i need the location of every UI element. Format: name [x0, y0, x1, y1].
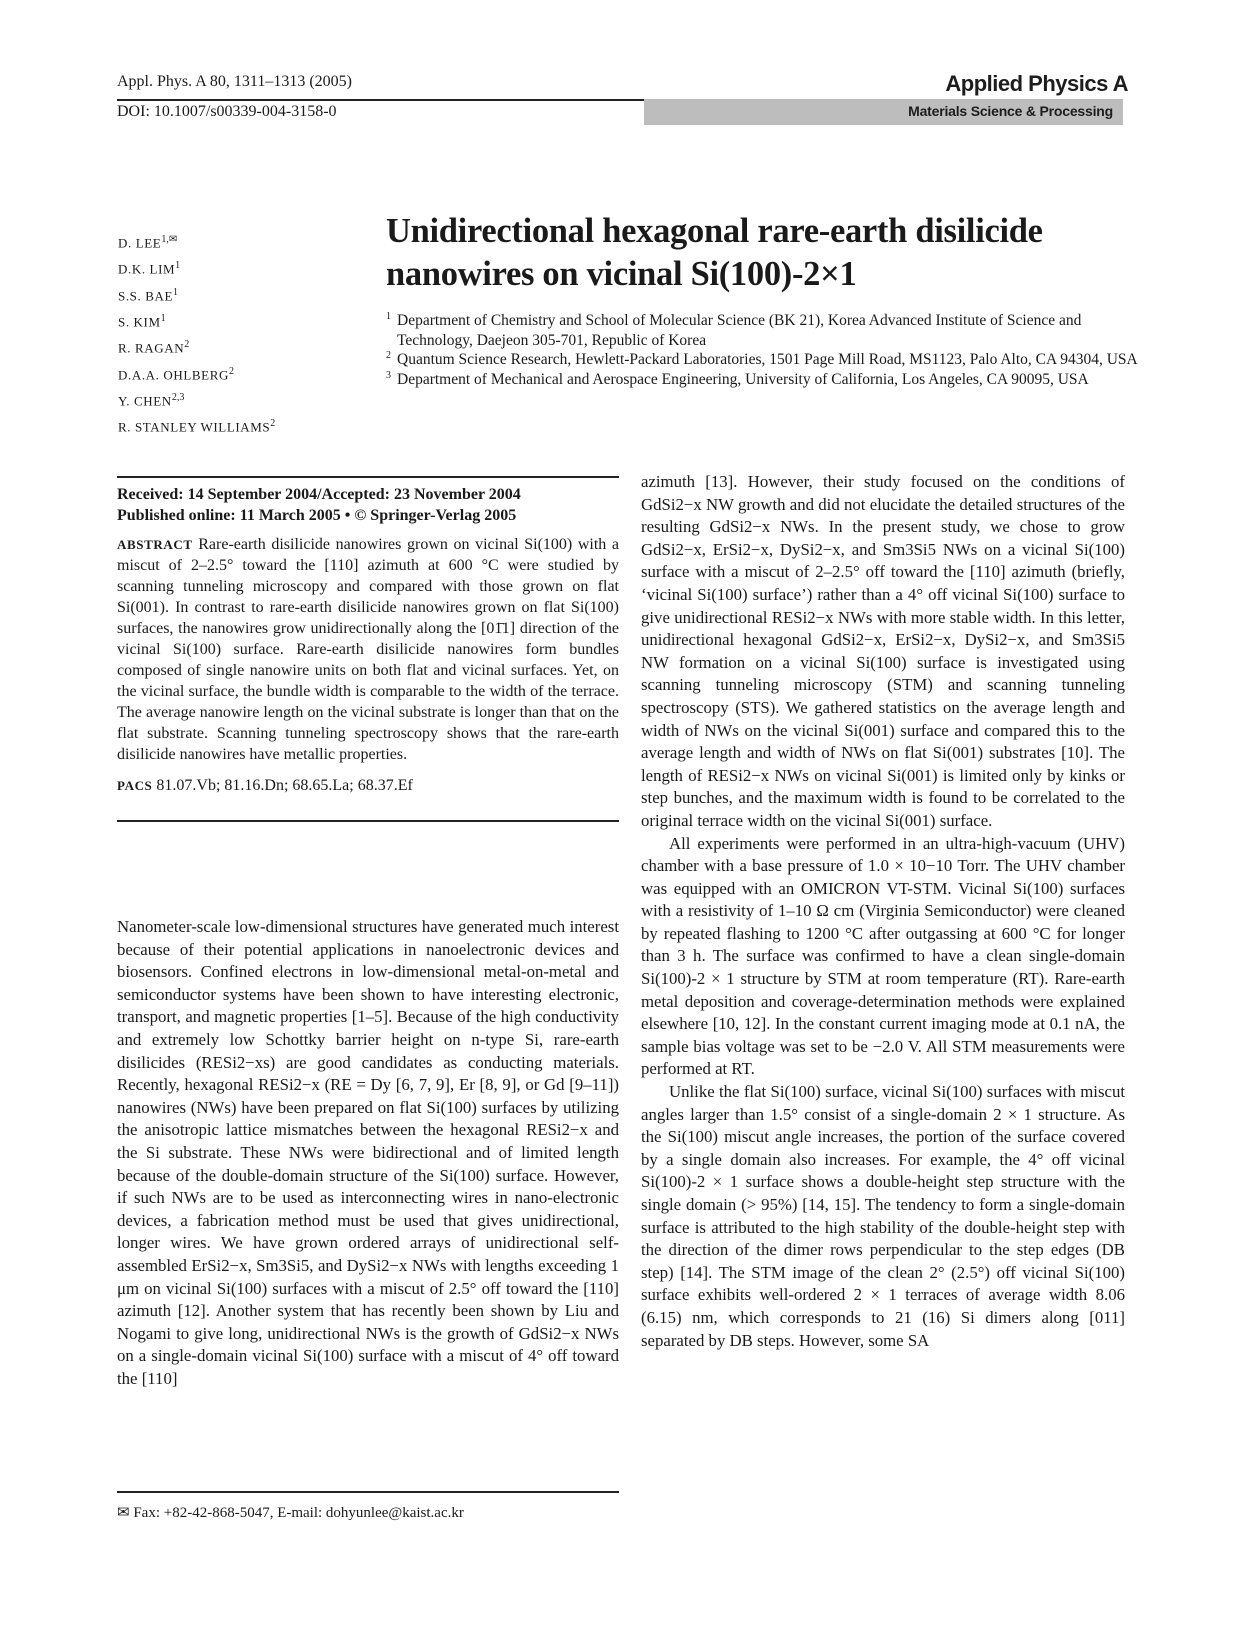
citation: Appl. Phys. A 80, 1311–1313 (2005): [117, 73, 352, 90]
abstract-block: [117, 476, 619, 822]
intro-section: [117, 916, 619, 1390]
right-column: [641, 471, 1125, 1352]
affiliation: 2 Quantum Science Research, Hewlett-Packard Laboratories, 1501 Page Mill Road, MS1123, Palo Alto, CA 94304, USA: [386, 350, 1138, 368]
received-dates: Received: 14 September 2004/Accepted: 23 November 2004 Published online: 11 March 2005 • © Springer-Verlag 2005: [117, 486, 521, 524]
journal-band: [644, 99, 1123, 125]
footnote: [117, 1491, 619, 1523]
mail-icon: ✉: [117, 1504, 130, 1521]
journal-name: Applied Physics A: [945, 71, 1128, 96]
pacs-label: PACS: [117, 778, 153, 793]
title-line-1: Unidirectional hexagonal rare-earth disilicide: [386, 212, 1043, 250]
header-rule: [117, 99, 644, 101]
author: D.K. LIM$^1$: [118, 260, 181, 277]
paragraph: Unlike the flat Si(100) surface, vicinal Si(100) surfaces with miscut angles larger than 1.5° consist of a single-domain 2 × 1 structure. As the Si(100) miscut angle increases, the portion of the surface covered by a single domain also increases. For example, the 4° off vicinal Si(100)-2 × 1 surface shows a double-height step structure with the single domain (> 95%) [14, 15]. The tendency to form a single-domain surface is attributed to the high stability of the double-height step with the direction of the dimer rows perpendicular to the step edges (DB step) [14]. The STM image of the clean 2° (2.5°) off vicinal Si(100) surface exhibits well-ordered 2 × 1 terraces of average width 8.06 (6.15) nm, which corresponds to 21 (16) Si dimers along [011] separated by DB steps. However, some SA: [641, 1082, 1125, 1350]
title-line-2: nanowires on vicinal Si(100)-2×1: [386, 255, 857, 293]
paragraph: Nanometer-scale low-dimensional structures have generated much interest because of their potential applications in nanoelectronic devices and biosensors. Confined electrons in low-dimensional metal-on-metal and semiconductor systems have been shown to have interesting electronic, transport, and magnetic properties [1–5]. Because of the high conductivity and extremely low Schottky barrier height on n-type Si, rare-earth disilicides (RESi2−xs) are good candidates as conducting materials. Recently, hexagonal RESi2−x (RE = Dy [6, 7, 9], Er [8, 9], or Gd [9–11]) nanowires (NWs) have been prepared on flat Si(100) surfaces by utilizing the anisotropic lattice mismatches between the hexagonal RESi2−x and the Si substrate. These NWs were bidirectional and of limited length because of the double-domain structure of the Si(100) surface. However, if such NWs are to be used as interconnecting wires in nano-electronic devices, a fabrication method must be used that gives unidirectional, longer wires. We have grown ordered arrays of unidirectional self-assembled ErSi2−x, Sm3Si5, and DySi2−x NWs with lengths exceeding 1 μm on vicinal Si(100) surfaces with a miscut of 2.5° off toward the [110] azimuth [12]. Another system that has recently been shown by Liu and Nogami to give long, unidirectional NWs is the growth of GdSi2−x NWs on a single-domain vicinal Si(100) surface with a miscut of 4° off toward the [110]: [117, 917, 619, 1388]
affiliations: [386, 311, 1146, 389]
author-list: [118, 228, 348, 439]
author: D.A.A. OHLBERG$^2$: [118, 365, 234, 382]
rule: [117, 820, 619, 822]
journal-subtitle: Materials Science & Processing: [908, 103, 1113, 119]
author: R. STANLEY WILLIAMS$^2$: [118, 418, 276, 435]
affiliation: 3 Department of Mechanical and Aerospace Engineering, University of California, Los Angeles, CA 90095, USA: [386, 369, 1089, 388]
pacs: [117, 775, 619, 796]
author: S. KIM$^1$: [118, 312, 166, 330]
rule: [117, 1491, 619, 1493]
affiliation: 1 Department of Chemistry and School of Molecular Science (BK 21), Korea Advanced Institute of Science and Technology, Daejeon 305-701, Republic of Korea: [386, 311, 1082, 349]
author: Y. CHEN$^{2,3}$: [118, 391, 185, 409]
abstract-text: Rare-earth disilicide nanowires grown on vicinal Si(100) with a miscut of 2–2.5° toward the [110] azimuth at 600 °C were studied by scanning tunneling microscopy and compared with those grown on flat Si(001). In contrast to rare-earth disilicide nanowires grown on flat Si(100) surfaces, the nanowires grow unidirectionally along the [01̄1] direction of the vicinal Si(100) surface. Rare-earth disilicide nanowires form bundles composed of single nanowire units on both flat and vicinal surfaces. Yet, on the vicinal surface, the bundle width is comparable to the width of the terrace. The average nanowire length on the vicinal substrate is longer than that on the flat substrate. Scanning tunneling spectroscopy shows that the rare-earth disilicide nanowires have metallic properties.: [117, 536, 620, 763]
paragraph: azimuth [13]. However, their study focused on the conditions of GdSi2−x NW growth and did not elucidate the detailed structures of the resulting GdSi2−x NWs. In the present study, we chose to grow GdSi2−x, ErSi2−x, DySi2−x, and Sm3Si5 NWs on a vicinal Si(100) surface with a miscut of 2–2.5° off toward the [110] azimuth (briefly, ‘vicinal Si(100) surface’) rather than a 4° off vicinal Si(100) surface to give unidirectional RESi2−x NWs with more stable width. In this letter, unidirectional hexagonal GdSi2−x, ErSi2−x, DySi2−x, and Sm3Si5 NW formation on a vicinal Si(100) surface is investigated using scanning tunneling microscopy (STM) and scanning tunneling spectroscopy (STS). We gathered statistics on the average length and width of NWs on the vicinal Si(001) surface and compared this to the average length and width of NWs on flat Si(001) substrates [10]. The length of RESi2−x NWs on vicinal Si(001) is limited only by kinks or step bunches, and the maximum width is found to be correlated to the original terrace width on the vicinal Si(001) surface.: [641, 472, 1125, 830]
author: D. $LEE^{1,✉}$: [118, 234, 178, 251]
paper-title: [386, 210, 1146, 296]
author: S.S. BAE$^1$: [118, 286, 179, 303]
rule: [117, 476, 619, 478]
footnote-text: Fax: +82-42-868-5047, E-mail: dohyunlee@kaist.ac.kr: [133, 1504, 464, 1521]
paragraph: All experiments were performed in an ultra-high-vacuum (UHV) chamber with a base pressure of 1.0 × 10−10 Torr. The UHV chamber was equipped with an OMICRON VT-STM. Vicinal Si(100) surfaces with a resistivity of 1–10 Ω cm (Virginia Semiconductor) were cleaned by repeated flashing to 1200 °C after outgassing at 600 °C for longer than 3 h. The surface was confirmed to have a clean single-domain Si(100)-2 × 1 structure by STM at room temperature (RT). Rare-earth metal deposition and coverage-determination methods were explained elsewhere [10, 12]. In the constant current imaging mode at 0.1 nA, the sample bias voltage was set to be −2.0 V. All STM measurements were performed at RT.: [641, 833, 1125, 1079]
author: R. RAGAN$^2$: [118, 339, 190, 356]
abstract-label: ABSTRACT: [117, 537, 193, 552]
doi[interactable]: DOI: 10.1007/s00339-004-3158-0: [117, 103, 337, 120]
pacs-codes: 81.07.Vb; 81.16.Dn; 68.65.La; 68.37.Ef: [156, 777, 413, 794]
abstract: [117, 534, 619, 765]
